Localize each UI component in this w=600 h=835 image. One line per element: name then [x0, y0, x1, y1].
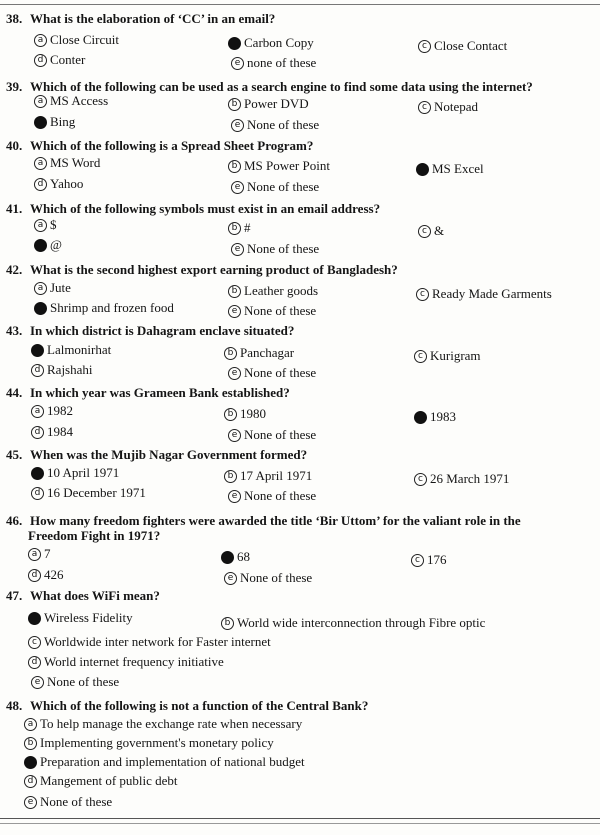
question-44: 44. In which year was Grameen Bank established?: [6, 385, 290, 400]
answer-bubble: c: [414, 350, 427, 363]
answer-bubble: a: [31, 405, 44, 418]
option-40-c[interactable]: MS Excel: [416, 160, 484, 178]
option-39-c[interactable]: c Notepad: [418, 98, 478, 116]
answer-bubble-filled: [34, 302, 47, 315]
option-46-b[interactable]: 68: [221, 548, 250, 566]
option-43-b[interactable]: b Panchagar: [224, 344, 294, 362]
option-42-b[interactable]: b Leather goods: [228, 282, 318, 300]
answer-bubble: d: [31, 487, 44, 500]
answer-bubble: b: [228, 160, 241, 173]
option-41-c[interactable]: c &: [418, 222, 444, 240]
answer-bubble: d: [34, 178, 47, 191]
option-47-e[interactable]: e None of these: [31, 673, 119, 691]
option-43-a[interactable]: Lalmonirhat: [31, 341, 111, 359]
answer-bubble: e: [24, 796, 37, 809]
option-43-e[interactable]: e None of these: [228, 364, 316, 382]
option-40-d[interactable]: d Yahoo: [34, 175, 83, 193]
answer-bubble: d: [24, 775, 37, 788]
answer-bubble: b: [224, 347, 237, 360]
answer-bubble: b: [224, 408, 237, 421]
answer-bubble: c: [28, 636, 41, 649]
answer-bubble: e: [228, 305, 241, 318]
answer-bubble-filled: [414, 411, 427, 424]
answer-bubble: d: [34, 54, 47, 67]
answer-bubble: b: [24, 737, 37, 750]
option-47-c[interactable]: c Worldwide inter network for Faster internet: [28, 633, 271, 651]
answer-bubble: a: [24, 718, 37, 731]
option-42-d[interactable]: Shrimp and frozen food: [34, 299, 174, 317]
option-42-a[interactable]: a Jute: [34, 279, 71, 297]
answer-bubble: e: [31, 676, 44, 689]
answer-bubble: d: [28, 569, 41, 582]
answer-bubble-filled: [28, 612, 41, 625]
answer-bubble: d: [31, 426, 44, 439]
question-42: 42. What is the second highest export earning product of Bangladesh?: [6, 262, 398, 277]
question-46-line2: Freedom Fight in 1971?: [28, 528, 161, 543]
answer-bubble: c: [418, 101, 431, 114]
option-41-e[interactable]: e None of these: [231, 240, 319, 258]
option-41-b[interactable]: b #: [228, 219, 251, 237]
bottom-rule-2: [0, 823, 600, 824]
answer-bubble: c: [418, 225, 431, 238]
option-38-b[interactable]: Carbon Copy: [228, 34, 314, 52]
option-48-b[interactable]: b Implementing government's monetary policy: [24, 734, 274, 752]
option-44-a[interactable]: a 1982: [31, 402, 73, 420]
option-39-d[interactable]: Bing: [34, 113, 75, 131]
option-47-d[interactable]: d World internet frequency initiative: [28, 653, 224, 671]
option-38-e[interactable]: e none of these: [231, 54, 316, 72]
answer-bubble: d: [31, 364, 44, 377]
option-48-a[interactable]: a To help manage the exchange rate when necessary: [24, 715, 302, 733]
answer-bubble: e: [231, 119, 244, 132]
question-48: 48. Which of the following is not a function of the Central Bank?: [6, 698, 369, 713]
option-46-d[interactable]: d 426: [28, 566, 64, 584]
option-44-d[interactable]: d 1984: [31, 423, 73, 441]
option-45-b[interactable]: b 17 April 1971: [224, 467, 312, 485]
option-46-a[interactable]: a 7: [28, 545, 51, 563]
option-48-e[interactable]: e None of these: [24, 793, 112, 811]
option-47-a[interactable]: Wireless Fidelity: [28, 609, 133, 627]
answer-bubble: e: [231, 57, 244, 70]
answer-bubble: e: [228, 429, 241, 442]
question-38: 38. What is the elaboration of ‘CC’ in an email?: [6, 11, 276, 26]
option-44-c[interactable]: 1983: [414, 408, 456, 426]
option-41-a[interactable]: a $: [34, 216, 57, 234]
answer-bubble: c: [416, 288, 429, 301]
option-38-d[interactable]: d Conter: [34, 51, 85, 69]
option-48-d[interactable]: d Mangement of public debt: [24, 772, 178, 790]
option-44-b[interactable]: b 1980: [224, 405, 266, 423]
option-39-b[interactable]: b Power DVD: [228, 95, 309, 113]
option-47-b[interactable]: b World wide interconnection through Fibre optic: [221, 614, 485, 632]
option-38-a[interactable]: a Close Circuit: [34, 31, 119, 49]
question-43: 43. In which district is Dahagram enclave situated?: [6, 323, 295, 338]
answer-bubble: b: [228, 285, 241, 298]
option-46-e[interactable]: e None of these: [224, 569, 312, 587]
option-39-a[interactable]: a MS Access: [34, 92, 108, 110]
option-40-e[interactable]: e None of these: [231, 178, 319, 196]
top-rule: [0, 4, 600, 5]
answer-bubble: a: [34, 34, 47, 47]
option-45-a[interactable]: 10 April 1971: [31, 464, 119, 482]
answer-bubble: e: [228, 490, 241, 503]
option-42-e[interactable]: e None of these: [228, 302, 316, 320]
question-46: 46. How many freedom fighters were awarded the title ‘Bir Uttom’ for the valiant role in the: [6, 513, 521, 528]
answer-bubble-filled: [34, 116, 47, 129]
question-39: 39. Which of the following can be used as a search engine to find some data using the internet?: [6, 79, 533, 94]
answer-bubble: e: [231, 243, 244, 256]
question-41: 41. Which of the following symbols must exist in an email address?: [6, 201, 381, 216]
answer-bubble-filled: [31, 467, 44, 480]
answer-bubble-filled: [416, 163, 429, 176]
option-48-c[interactable]: Preparation and implementation of national budget: [24, 753, 305, 771]
answer-bubble: a: [34, 157, 47, 170]
answer-bubble: e: [231, 181, 244, 194]
question-47: 47. What does WiFi mean?: [6, 588, 160, 603]
answer-bubble: a: [34, 219, 47, 232]
option-38-c[interactable]: c Close Contact: [418, 37, 507, 55]
answer-bubble: b: [221, 617, 234, 630]
option-43-d[interactable]: d Rajshahi: [31, 361, 93, 379]
answer-bubble: a: [34, 95, 47, 108]
option-43-c[interactable]: c Kurigram: [414, 347, 481, 365]
answer-bubble: d: [28, 656, 41, 669]
option-40-b[interactable]: b MS Power Point: [228, 157, 330, 175]
option-46-c[interactable]: c 176: [411, 551, 447, 569]
option-45-d[interactable]: d 16 December 1971: [31, 484, 146, 502]
answer-bubble-filled: [31, 344, 44, 357]
option-44-e[interactable]: e None of these: [228, 426, 316, 444]
answer-bubble: b: [228, 222, 241, 235]
answer-bubble: c: [411, 554, 424, 567]
question-40: 40. Which of the following is a Spread Sheet Program?: [6, 138, 314, 153]
answer-bubble-filled: [221, 551, 234, 564]
question-45: 45. When was the Mujib Nagar Government formed?: [6, 447, 308, 462]
answer-bubble: a: [34, 282, 47, 295]
option-41-d[interactable]: @: [34, 236, 62, 254]
answer-bubble: c: [414, 473, 427, 486]
answer-bubble-filled: [228, 37, 241, 50]
answer-bubble: b: [224, 470, 237, 483]
answer-bubble-filled: [34, 239, 47, 252]
answer-bubble: c: [418, 40, 431, 53]
option-39-e[interactable]: e None of these: [231, 116, 319, 134]
answer-bubble: a: [28, 548, 41, 561]
answer-bubble: e: [224, 572, 237, 585]
bottom-rule: [0, 818, 600, 819]
option-45-e[interactable]: e None of these: [228, 487, 316, 505]
answer-bubble-filled: [24, 756, 37, 769]
answer-bubble: b: [228, 98, 241, 111]
option-40-a[interactable]: a MS Word: [34, 154, 100, 172]
option-45-c[interactable]: c 26 March 1971: [414, 470, 509, 488]
option-42-c[interactable]: c Ready Made Garments: [416, 285, 552, 303]
answer-bubble: e: [228, 367, 241, 380]
